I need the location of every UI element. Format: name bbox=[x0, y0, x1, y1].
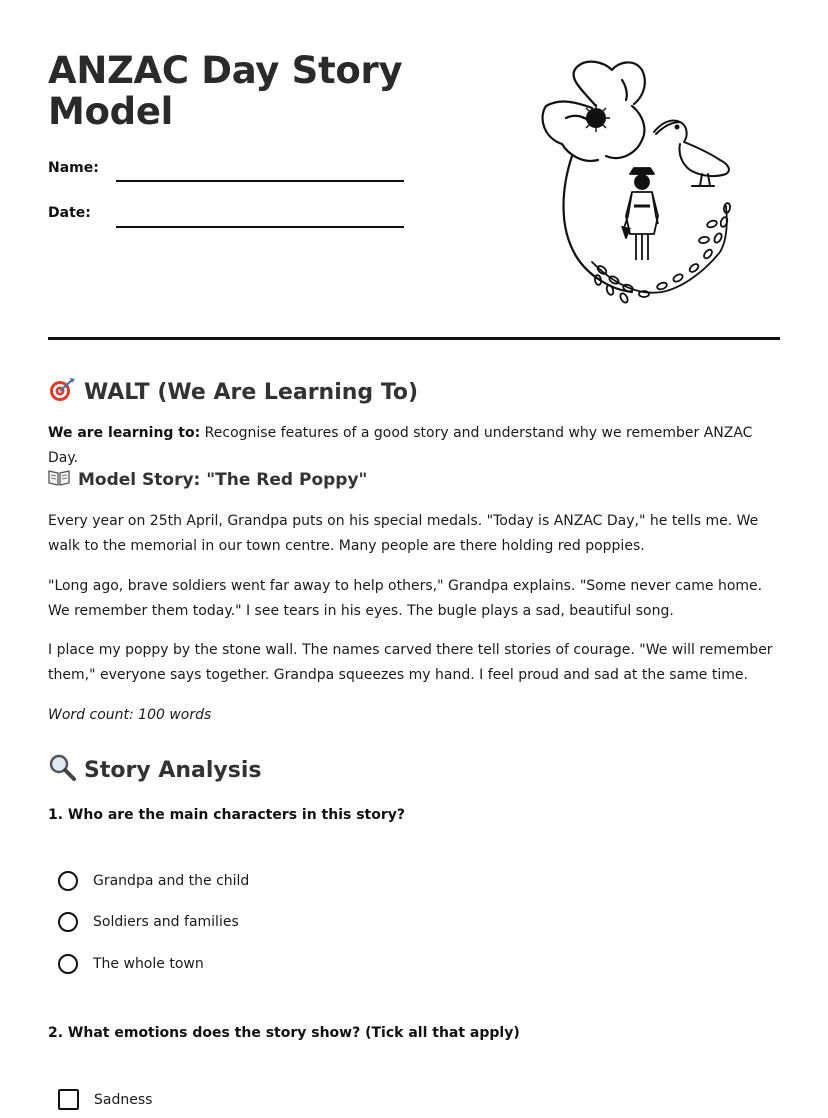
story-analysis-heading bbox=[48, 753, 261, 787]
header-divider bbox=[48, 337, 780, 340]
question-1-option[interactable] bbox=[58, 954, 204, 974]
walt-lead: We are learning to: bbox=[48, 425, 201, 441]
checkbox[interactable] bbox=[58, 1089, 79, 1110]
model-story-heading bbox=[48, 468, 367, 491]
name-label: Name: bbox=[48, 160, 99, 176]
question-1-option[interactable] bbox=[58, 871, 249, 891]
date-field[interactable] bbox=[116, 226, 404, 228]
question-1-option[interactable] bbox=[58, 912, 239, 932]
word-count: Word count: 100 words bbox=[48, 707, 212, 723]
question-2-option[interactable] bbox=[58, 1089, 152, 1110]
radio-button[interactable] bbox=[58, 954, 78, 974]
option-label: Sadness bbox=[94, 1091, 153, 1108]
open-book-icon bbox=[48, 468, 70, 491]
target-icon bbox=[48, 376, 76, 408]
story-paragraph: "Long ago, brave soldiers went far away to help others," Grandpa explains. "Some never came home. We remember them today." I see tears in his eyes. The bugle plays a sad, beautiful song. bbox=[48, 578, 763, 619]
walt-heading bbox=[48, 376, 418, 408]
radio-button[interactable] bbox=[58, 912, 78, 932]
poppy-soldier-kiwi-illustration bbox=[532, 56, 742, 304]
question-1: 1. Who are the main characters in this story? bbox=[48, 807, 406, 823]
magnifying-glass-icon bbox=[48, 753, 76, 787]
page-title: ANZAC Day Story Model bbox=[48, 49, 403, 133]
name-field[interactable] bbox=[116, 180, 404, 182]
walt-statement bbox=[48, 421, 784, 471]
model-story-heading-text: Model Story: "The Red Poppy" bbox=[78, 469, 368, 490]
story-paragraph: I place my poppy by the stone wall. The names carved there tell stories of courage. "We will remember them," everyone says together. Grandpa squeezes my hand. I feel proud and sad at the same time. bbox=[48, 642, 773, 683]
walt-heading-text: WALT (We Are Learning To) bbox=[84, 379, 419, 405]
story-analysis-heading-text: Story Analysis bbox=[84, 757, 262, 783]
radio-button[interactable] bbox=[58, 871, 78, 891]
option-label: The whole town bbox=[93, 956, 204, 972]
story-paragraph: Every year on 25th April, Grandpa puts on his special medals. "Today is ANZAC Day," he tells me. We walk to the memorial in our town centre. Many people are there holding red poppies. bbox=[48, 513, 759, 554]
option-label: Grandpa and the child bbox=[93, 873, 250, 889]
date-label: Date: bbox=[48, 205, 91, 221]
question-2: 2. What emotions does the story show? (Tick all that apply) bbox=[48, 1025, 520, 1041]
option-label: Soldiers and families bbox=[93, 914, 239, 930]
walt-text: Recognise features of a good story and understand why we remember ANZAC Day. bbox=[48, 425, 753, 466]
